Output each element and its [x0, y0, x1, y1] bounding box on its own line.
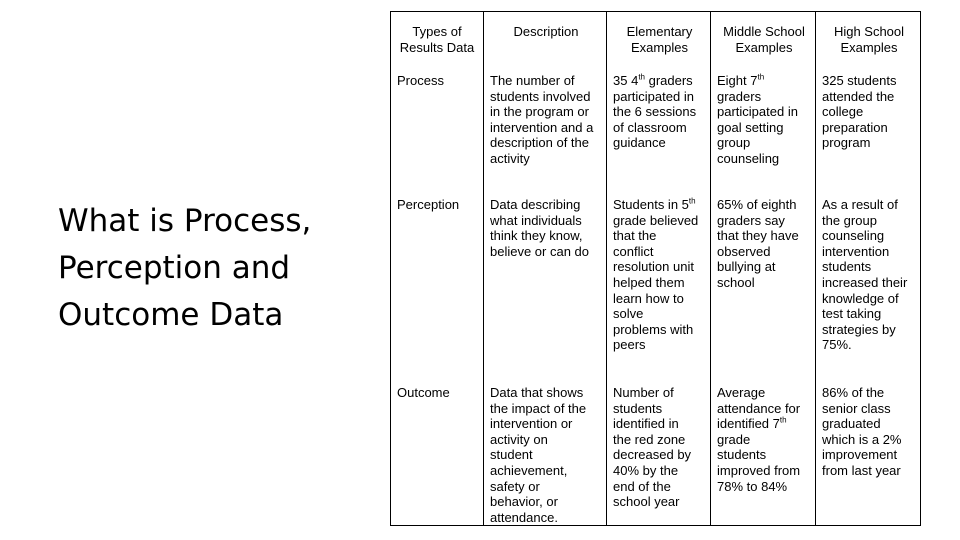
cell-type: Outcome	[391, 383, 484, 526]
header-elementary-examples: Elementary Examples	[607, 12, 711, 72]
cell-middle-school: Eight 7th graders participated in goal setting group counseling	[711, 71, 816, 195]
cell-type: Process	[391, 71, 484, 195]
cell-middle-school: 65% of eighth graders say that they have observed bullying at school	[711, 195, 816, 383]
cell-high-school: 86% of the senior class graduated which is a 2% improvement from last year	[816, 383, 921, 526]
table-row-perception	[391, 195, 921, 383]
cell-description: Data describing what individuals think they know, believe or can do	[484, 195, 607, 383]
cell-high-school: 325 students attended the college preparation program	[816, 71, 921, 195]
header-middle-school-examples: Middle School Examples	[711, 12, 816, 72]
header-row	[391, 12, 921, 72]
slide-title: What is Process, Perception and Outcome Data	[58, 203, 312, 333]
header-description: Description	[484, 12, 607, 72]
header-high-school-examples: High School Examples	[816, 12, 921, 72]
cell-elementary: Number of students identified in the red zone decreased by 40% by the end of the school year	[607, 383, 711, 526]
cell-description: The number of students involved in the program or intervention and a description of the activity	[484, 71, 607, 195]
header-types-of-results-data: Types of Results Data	[391, 12, 484, 72]
table-row-outcome	[391, 383, 921, 526]
cell-elementary: Students in 5th grade believed that the conflict resolution unit helped them learn how to solve problems with peers	[607, 195, 711, 383]
cell-type: Perception	[391, 195, 484, 383]
cell-description: Data that shows the impact of the intervention or activity on student achievement, safety or behavior, or attendance.	[484, 383, 607, 526]
cell-high-school: As a result of the group counseling intervention students increased their knowledge of test taking strategies by 75%.	[816, 195, 921, 383]
results-data-table	[390, 11, 921, 526]
cell-middle-school: Average attendance for identified 7th grade students improved from 78% to 84%	[711, 383, 816, 526]
cell-elementary: 35 4th graders participated in the 6 sessions of classroom guidance	[607, 71, 711, 195]
table-row-process	[391, 71, 921, 195]
